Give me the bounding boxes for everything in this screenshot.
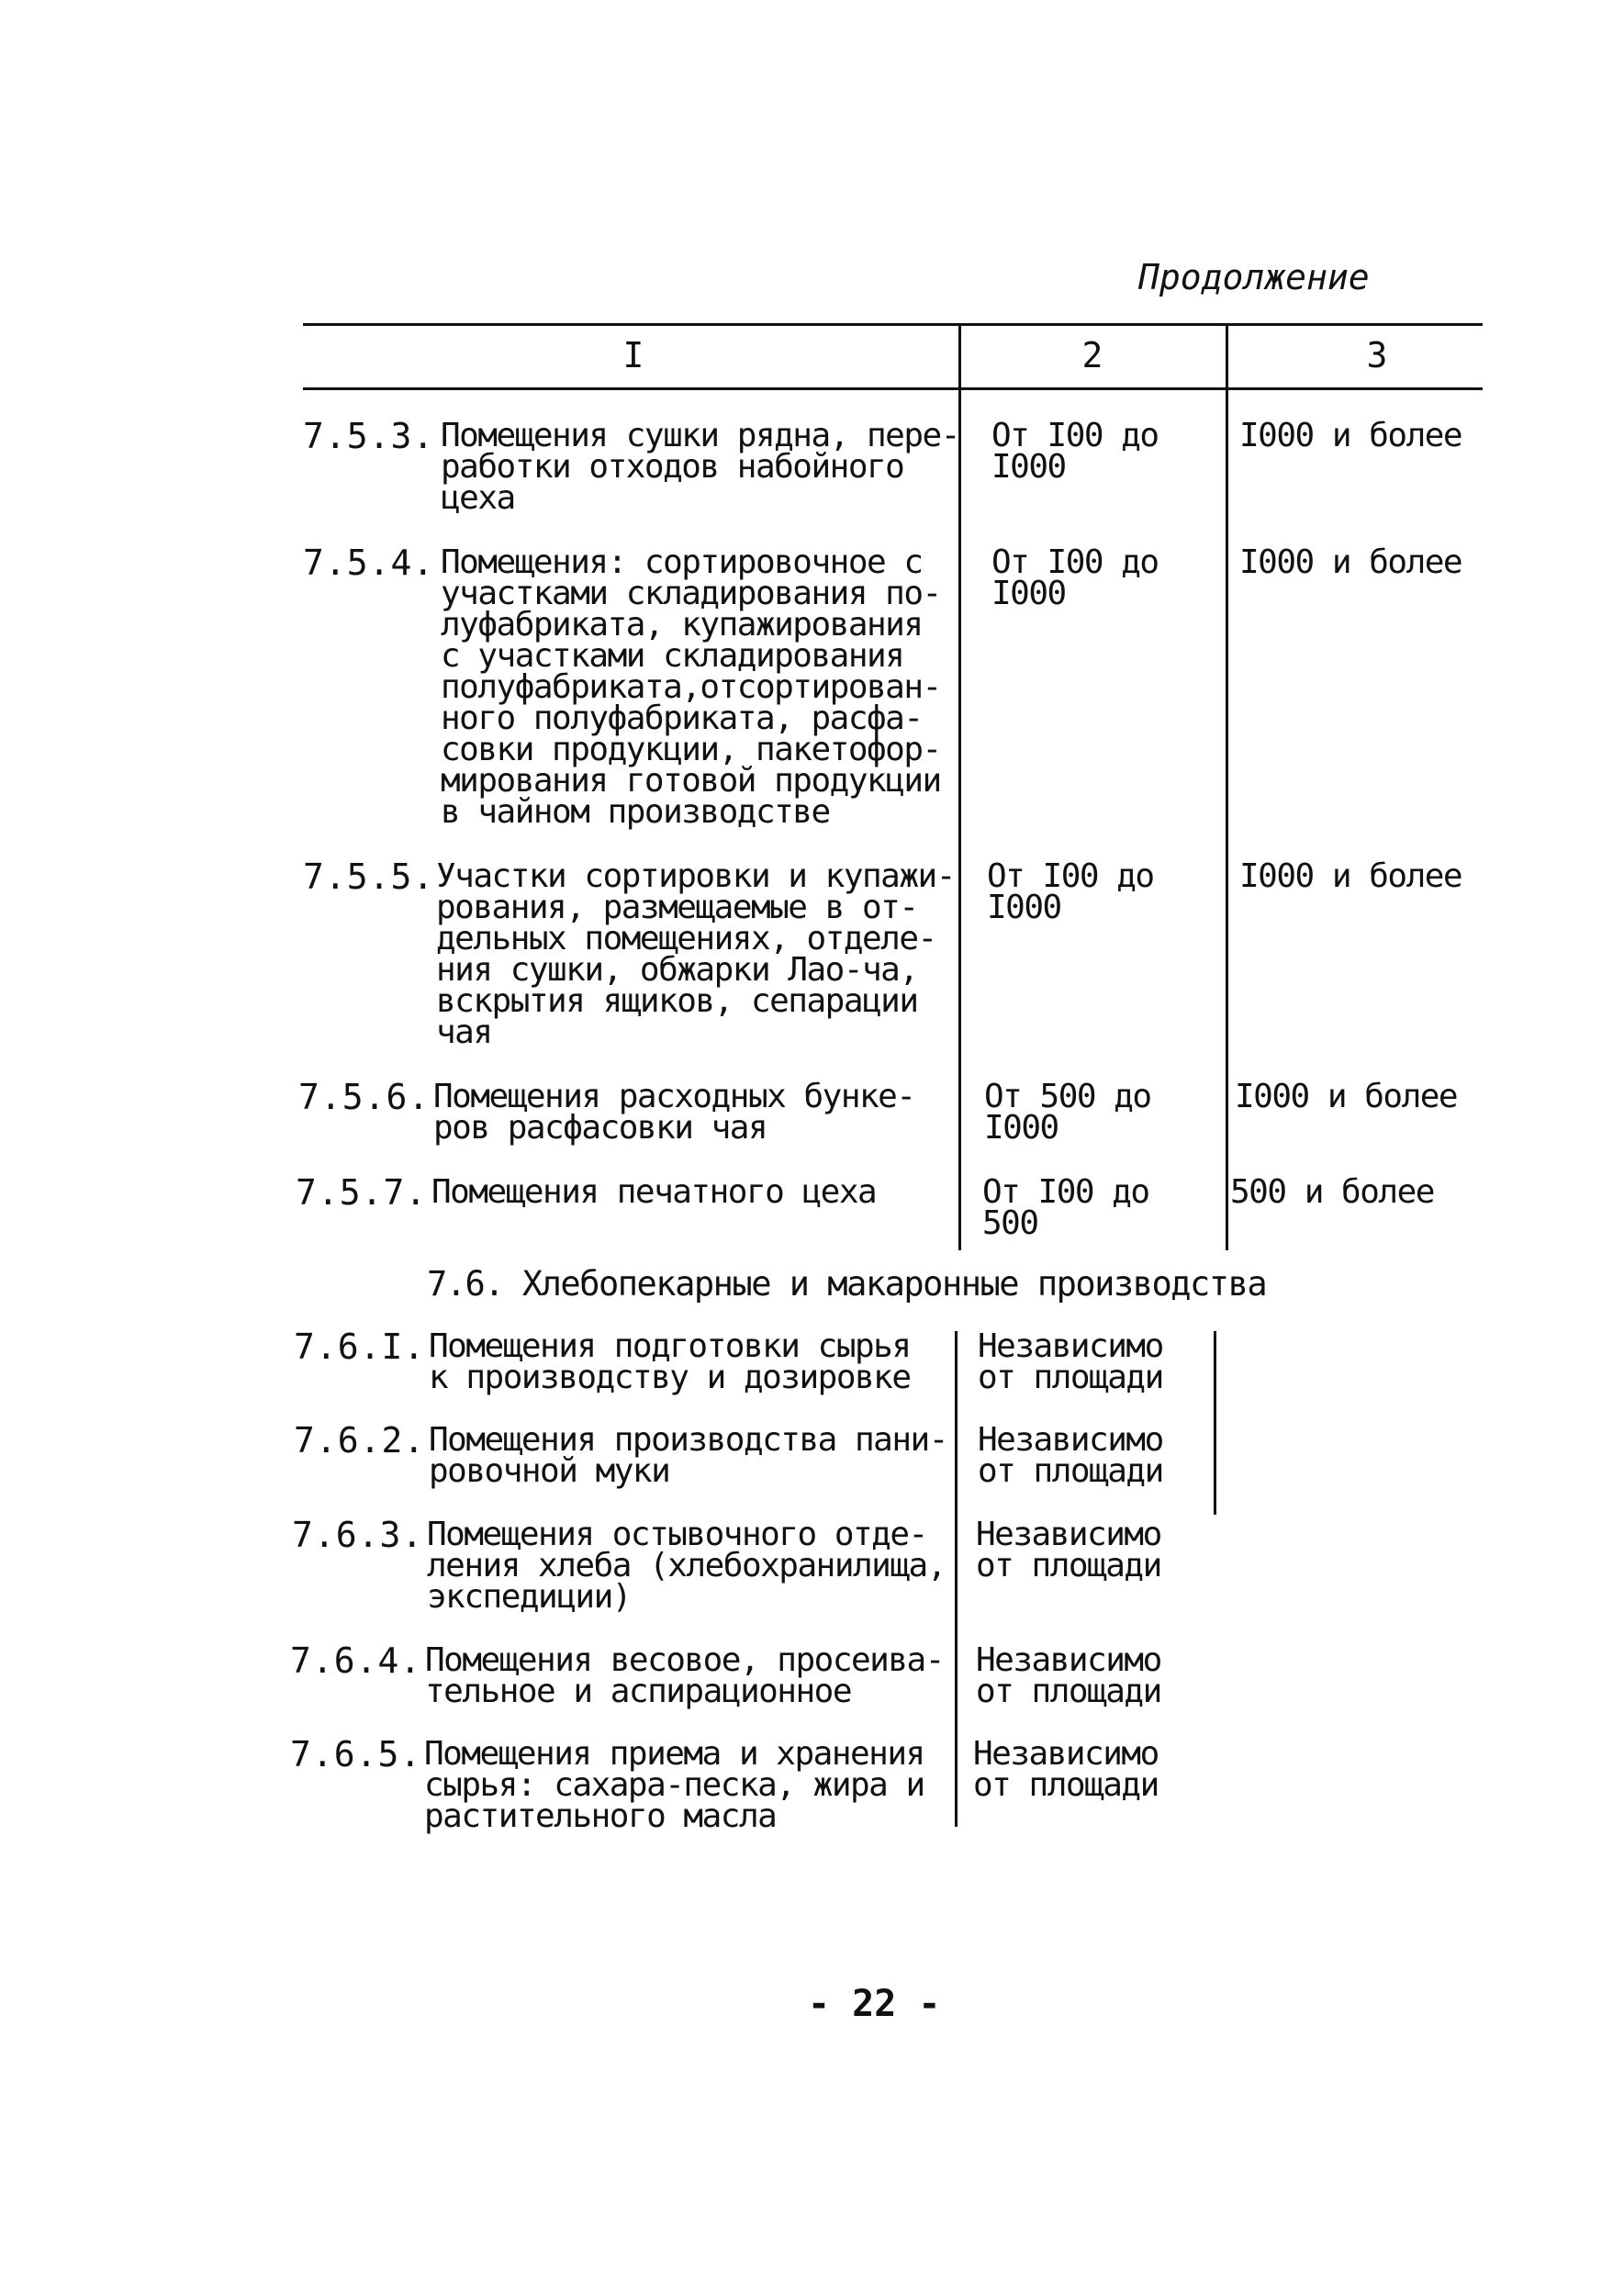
row-name: Помещения: сортировочное с участками складирования по- луфабриката, купажирования с участками складирования полуфабриката,отсортирован- ного полуфабриката, расфа- совки продукции, пакетофор- мирования готовой продукции в чайном производстве [441, 543, 941, 831]
column-divider-2-3-lower [1214, 1331, 1216, 1515]
section-title: 7.6. Хлебопекарные и макаронные производства [427, 1264, 1267, 1304]
row-area: От I00 до 500 [982, 1173, 1149, 1242]
row-value: I000 и более [1235, 1078, 1458, 1115]
row-number: 7.6.5. [290, 1734, 422, 1774]
row-name: Помещения производства пани- ровочной муки [429, 1421, 947, 1490]
row-area: От I00 до I000 [987, 857, 1154, 926]
table-top-rule [303, 323, 1483, 326]
row-number: 7.6.4. [290, 1640, 422, 1681]
row-area: От 500 до I000 [984, 1078, 1151, 1147]
row-area: От I00 до I000 [991, 543, 1159, 612]
column-header-3: 3 [1366, 335, 1388, 375]
row-number: 7.6.3. [292, 1515, 424, 1555]
continuation-label: Продолжение [1138, 257, 1370, 297]
row-value: I000 и более [1239, 857, 1462, 895]
page-number: - 22 - [808, 1983, 941, 2025]
row-number: 7.5.3. [303, 416, 435, 456]
row-number: 7.5.4. [303, 543, 435, 583]
row-area: Независимо от площади [978, 1421, 1163, 1490]
row-name: Помещения остывочного отде- ления хлеба (хлебохранилища, экспедиции) [427, 1516, 946, 1616]
row-area: Независимо от площади [973, 1735, 1159, 1804]
row-number: 7.6.2. [294, 1420, 426, 1461]
row-name: Помещения печатного цеха [431, 1173, 877, 1211]
row-name: Помещения приема и хранения сырья: сахара-песка, жира и растительного масла [424, 1735, 924, 1835]
row-number: 7.5.7. [296, 1172, 428, 1213]
column-divider-2-3 [1226, 323, 1228, 1250]
row-area: Независимо от площади [976, 1516, 1161, 1584]
row-value: I000 и более [1239, 417, 1462, 454]
row-number: 7.5.5. [303, 856, 435, 897]
row-name: Помещения сушки рядна, пере- работки отходов набойного цеха [441, 417, 959, 517]
column-divider-1-2-lower [955, 1331, 958, 1827]
row-name: Помещения весовое, просеива- тельное и аспирационное [425, 1641, 944, 1710]
row-area: От I00 до I000 [991, 417, 1159, 486]
row-value: I000 и более [1239, 543, 1462, 581]
row-value: 500 и более [1230, 1173, 1434, 1211]
row-area: Независимо от площади [976, 1641, 1161, 1710]
row-name: Помещения расходных бунке- ров расфасовки чая [433, 1078, 915, 1147]
row-area: Независимо от площади [978, 1327, 1163, 1396]
table-header-rule [303, 387, 1483, 390]
row-number: 7.5.6. [298, 1077, 431, 1117]
row-number: 7.6.I. [294, 1327, 426, 1367]
column-header-2: 2 [1081, 335, 1103, 375]
column-header-1: I [622, 335, 644, 375]
row-name: Помещения подготовки сырья к производству и дозировке [429, 1327, 911, 1396]
row-name: Участки сортировки и купажи- рования, размещаемые в от- дельных помещениях, отделе- ния сушки, обжарки Лао-ча, вскрытия ящиков, сепарации чая [436, 857, 955, 1051]
